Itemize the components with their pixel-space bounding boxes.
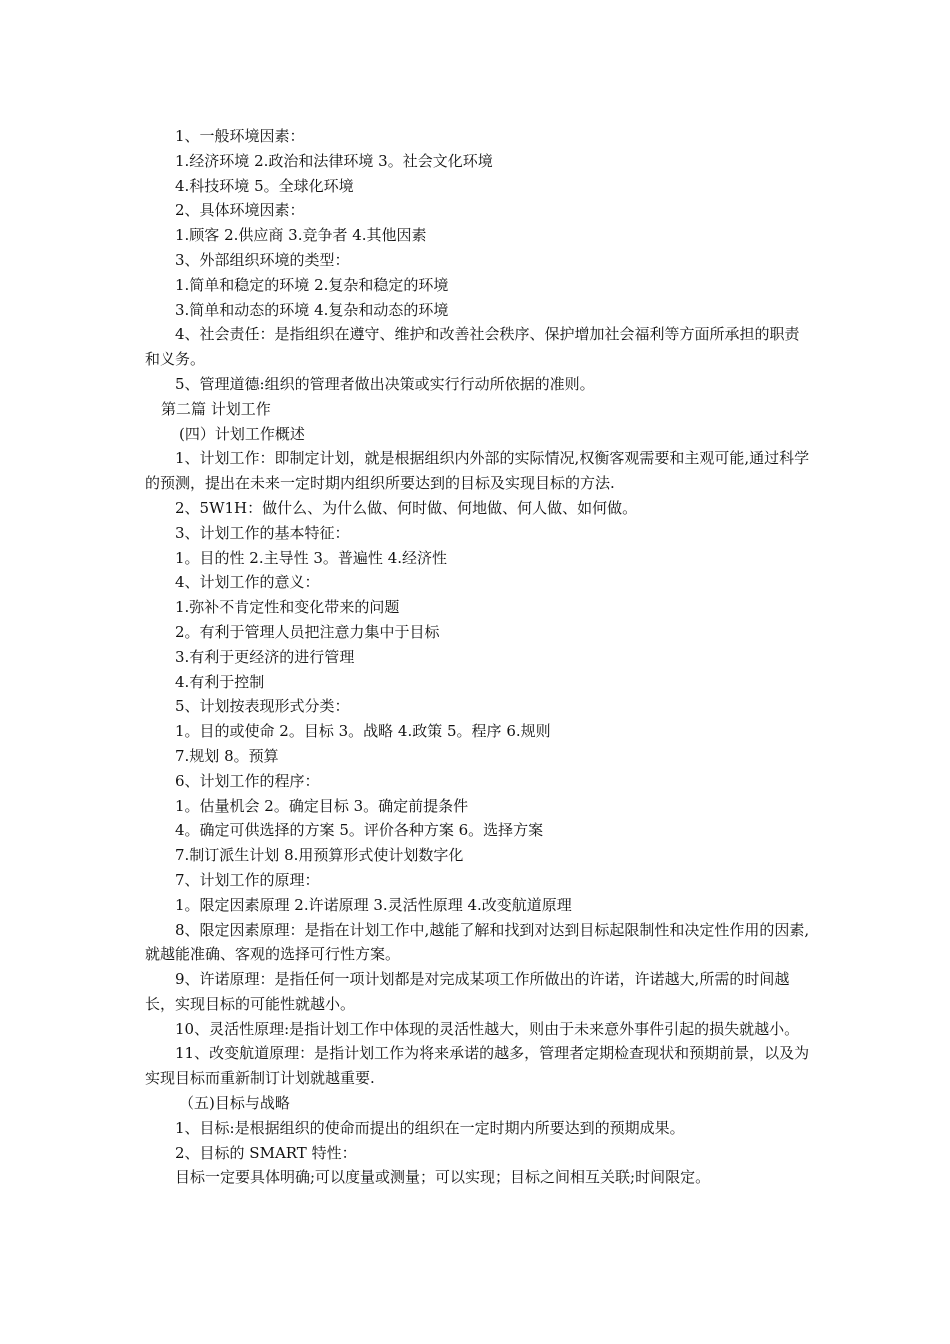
paragraph: 10、灵活性原理:是指计划工作中体现的灵活性越大，则由于未来意外事件引起的损失就越小。 bbox=[175, 1019, 800, 1038]
subsection-heading: （五)目标与战略 bbox=[179, 1094, 290, 1113]
paragraph: 2、5W1H：做什么、为什么做、何时做、何地做、何人做、如何做。 bbox=[175, 498, 638, 517]
paragraph: 1、一般环境因素： bbox=[175, 127, 305, 145]
paragraph: 5、管理道德:组织的管理者做出决策或实行行动所依据的准则。 bbox=[175, 374, 595, 393]
paragraph: 4、计划工作的意义： bbox=[175, 573, 320, 592]
paragraph: 1.顾客 2.供应商 3.竞争者 4.其他因素 bbox=[175, 226, 427, 245]
paragraph: 1。估量机会 2。确定目标 3。确定前提条件 bbox=[175, 796, 469, 815]
paragraph: 2。有利于管理人员把注意力集中于目标 bbox=[175, 622, 440, 641]
paragraph: 7.制订派生计划 8.用预算形式使计划数字化 bbox=[175, 846, 464, 865]
paragraph: 1。限定因素原理 2.许诺原理 3.灵活性原理 4.改变航道原理 bbox=[175, 895, 572, 914]
paragraph: 2、目标的 SMART 特性： bbox=[175, 1143, 357, 1162]
paragraph: 3、计划工作的基本特征： bbox=[175, 523, 350, 542]
paragraph: 目标一定要具体明确;可以度量或测量；可以实现；目标之间相互关联;时间限定。 bbox=[175, 1168, 711, 1187]
paragraph: 8、限定因素原理：是指在计划工作中,越能了解和找到对达到目标起限制性和决定性作用的因素,就越能准确、客观的选择可行性方案。 bbox=[145, 920, 810, 964]
paragraph: 6、计划工作的程序： bbox=[175, 771, 320, 790]
paragraph: 4、社会责任：是指组织在遵守、维护和改善社会秩序、保护增加社会福利等方面所承担的职责和义务。 bbox=[145, 325, 800, 369]
paragraph: 2、具体环境因素： bbox=[175, 201, 305, 220]
paragraph: 5、计划按表现形式分类： bbox=[175, 697, 350, 716]
paragraph: 1。目的或使命 2。目标 3。战略 4.政策 5。程序 6.规则 bbox=[175, 722, 551, 741]
paragraph: 1.弥补不肯定性和变化带来的问题 bbox=[175, 598, 400, 617]
paragraph: 7.规划 8。预算 bbox=[175, 746, 279, 765]
paragraph: 7、计划工作的原理： bbox=[175, 870, 320, 889]
paragraph: 1.简单和稳定的环境 2.复杂和稳定的环境 bbox=[175, 275, 449, 294]
subsection-heading: (四）计划工作概述 bbox=[179, 424, 305, 443]
paragraph: 4.科技环境 5。全球化环境 bbox=[175, 176, 354, 195]
paragraph: 1、计划工作：即制定计划，就是根据组织内外部的实际情况,权衡客观需要和主观可能,通过科学的预测，提出在未来一定时期内组织所要达到的目标及实现目标的方法. bbox=[145, 449, 810, 493]
paragraph: 1.经济环境 2.政治和法律环境 3。社会文化环境 bbox=[175, 151, 493, 170]
paragraph: 1。目的性 2.主导性 3。普遍性 4.经济性 bbox=[175, 548, 448, 567]
paragraph: 3.简单和动态的环境 4.复杂和动态的环境 bbox=[175, 300, 449, 319]
paragraph: 9、许诺原理：是指任何一项计划都是对完成某项工作所做出的许诺，许诺越大,所需的时间越长，实现目标的可能性就越小。 bbox=[145, 970, 790, 1013]
section-heading: 第二篇 计划工作 bbox=[161, 399, 271, 418]
paragraph: 1、目标:是根据组织的使命而提出的组织在一定时期内所要达到的预期成果。 bbox=[175, 1118, 685, 1137]
paragraph: 3、外部组织环境的类型： bbox=[175, 250, 350, 269]
paragraph: 11、改变航道原理：是指计划工作为将来承诺的越多，管理者定期检查现状和预期前景，以及为实现目标而重新制订计划就越重要. bbox=[145, 1044, 810, 1088]
document-body bbox=[145, 124, 810, 1190]
paragraph: 4。确定可供选择的方案 5。评价各种方案 6。选择方案 bbox=[175, 821, 544, 840]
paragraph: 3.有利于更经济的进行管理 bbox=[175, 647, 355, 666]
paragraph: 4.有利于控制 bbox=[175, 672, 265, 691]
